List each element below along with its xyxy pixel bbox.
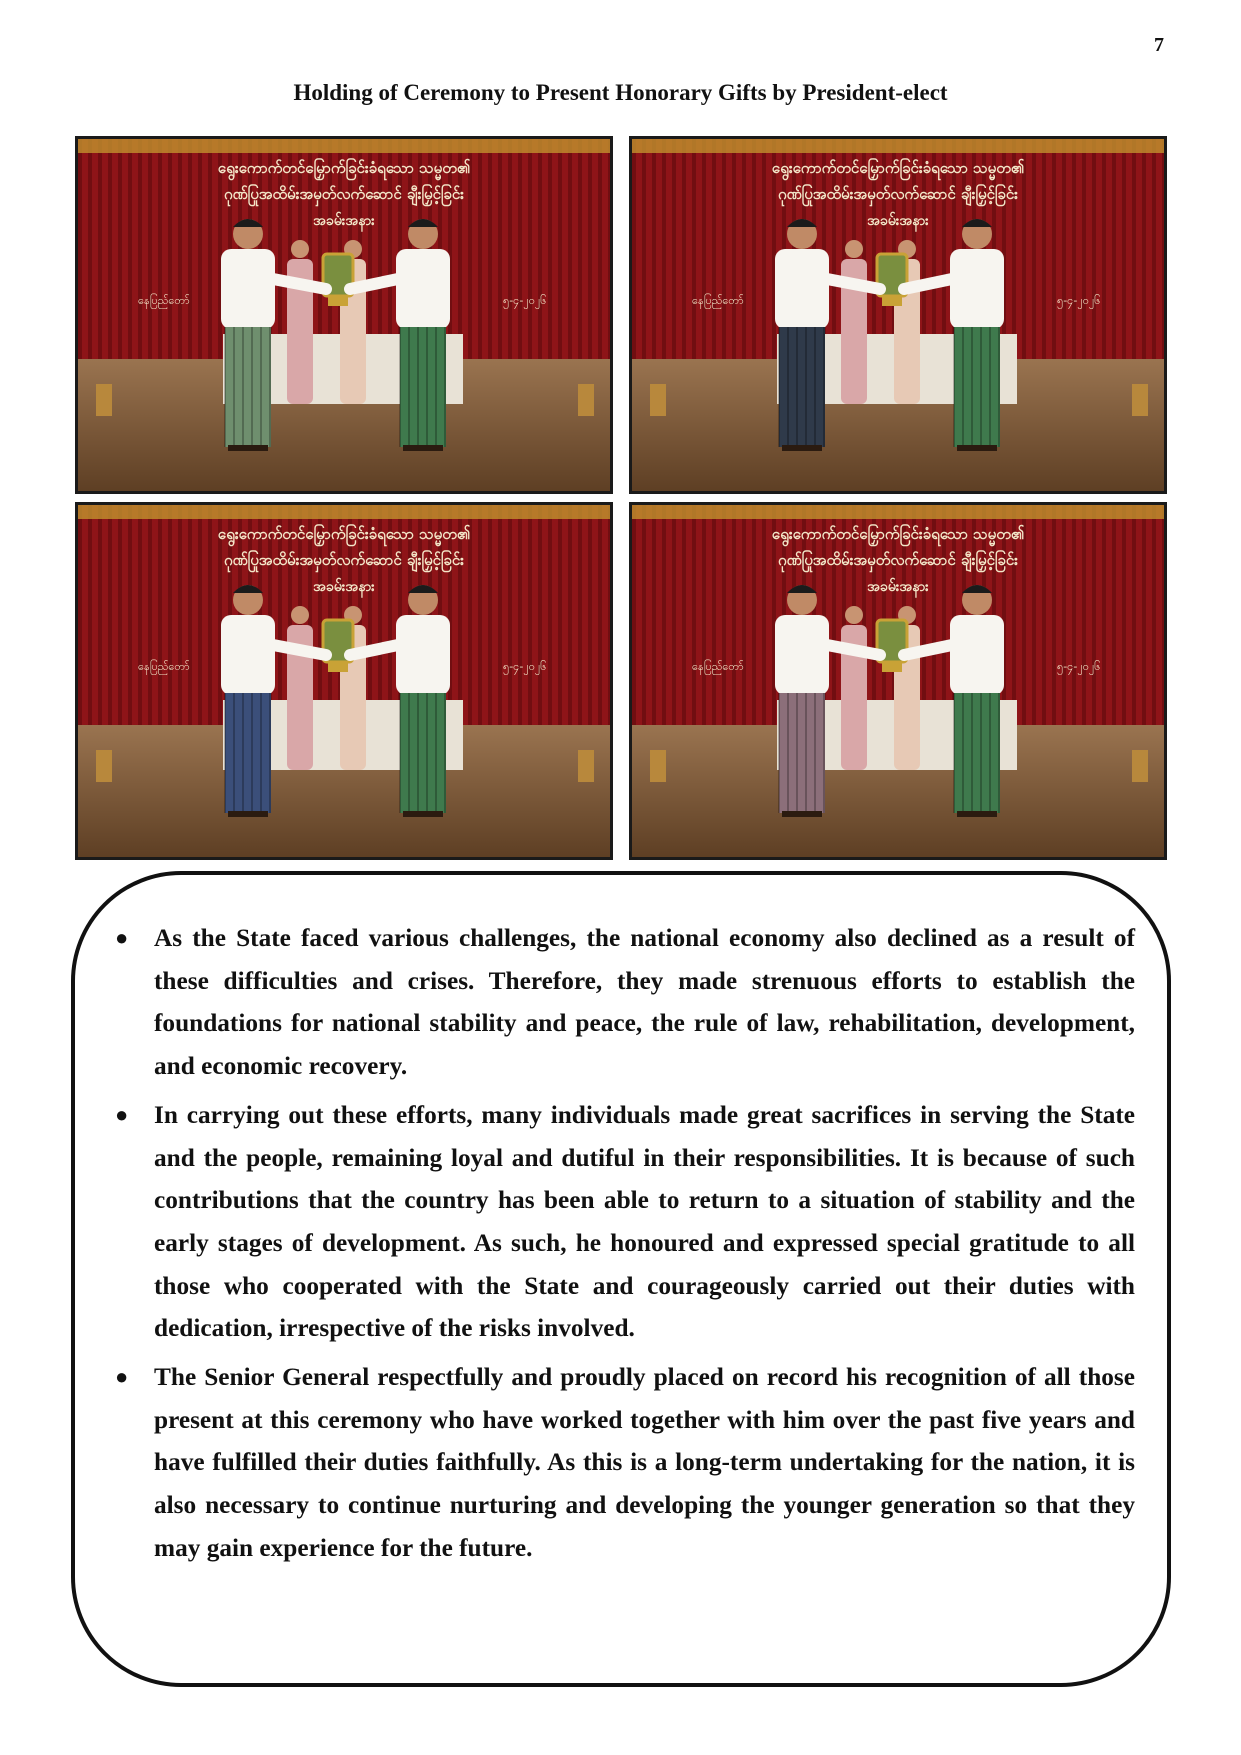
banner-place: နေပြည်တော် bbox=[138, 294, 190, 307]
banner-text: ရွေးကောက်တင်မြှောက်ခြင်းခံရသော သမ္မတ၏ bbox=[771, 159, 1025, 177]
bullet-item bbox=[115, 917, 1135, 1088]
banner-text: အခမ်းအနား bbox=[867, 579, 929, 595]
banner-date: ၅-၄-၂၀၂၆ bbox=[503, 294, 547, 307]
banner-text: ရွေးကောက်တင်မြှောက်ခြင်းခံရသော သမ္မတ၏ bbox=[771, 525, 1025, 543]
ceremony-photo-3 bbox=[75, 502, 613, 860]
bullet-text: The Senior General respectfully and proudly placed on record his recognition of all those present at this ceremony who have worked together with him over the past five years and have fulfilled their duties faithfully. As this is a long-term undertaking for the nation, it is also necessary to continue nurturing and developing the younger generation so that they may gain experience for the future. bbox=[154, 1363, 1135, 1562]
banner-text: ဂုဏ်ပြုအထိမ်းအမှတ်လက်ဆောင် ချီးမြှင့်ခြင်း bbox=[778, 185, 1018, 203]
page-title: Holding of Ceremony to Present Honorary Gifts by President-elect bbox=[293, 80, 948, 105]
banner-text: ဂုဏ်ပြုအထိမ်းအမှတ်လက်ဆောင် ချီးမြှင့်ခြင်း bbox=[224, 551, 464, 569]
bullet-item bbox=[115, 1356, 1135, 1570]
bullet-dot-icon: ● bbox=[115, 1364, 129, 1390]
banner-date: ၅-၄-၂၀၂၆ bbox=[503, 660, 547, 673]
bullet-dot-icon: ● bbox=[115, 1101, 129, 1127]
banner-place: နေပြည်တော် bbox=[692, 294, 744, 307]
banner-text: အခမ်းအနား bbox=[867, 213, 929, 229]
banner-text: ဂုဏ်ပြုအထိမ်းအမှတ်လက်ဆောင် ချီးမြှင့်ခြင်း bbox=[224, 185, 464, 203]
banner-text: ရွေးကောက်တင်မြှောက်ခြင်းခံရသော သမ္မတ၏ bbox=[217, 159, 471, 177]
ceremony-photo-4 bbox=[629, 502, 1167, 860]
banner-text: အခမ်းအနား bbox=[313, 579, 375, 595]
bullet-item bbox=[115, 1094, 1135, 1350]
banner-place: နေပြည်တော် bbox=[138, 660, 190, 673]
bullet-text: In carrying out these efforts, many individuals made great sacrifices in serving the State and the people, remaining loyal and dutiful in their responsibilities. It is because of such contributions that the country has been able to return to a situation of stability and the early stages of development. As such, he honoured and expressed special gratitude to all those who cooperated with the State and courageously carried out their duties with dedication, irrespective of the risks involved. bbox=[154, 1100, 1135, 1343]
summary-box bbox=[71, 871, 1171, 1687]
banner-place: နေပြည်တော် bbox=[692, 660, 744, 673]
banner-text: ဂုဏ်ပြုအထိမ်းအမှတ်လက်ဆောင် ချီးမြှင့်ခြင်း bbox=[778, 551, 1018, 569]
bullet-dot-icon: ● bbox=[115, 925, 129, 950]
ceremony-photo-1 bbox=[75, 136, 613, 494]
bullet-text: As the State faced various challenges, the national economy also declined as a result of these difficulties and crises. Therefore, they made strenuous efforts to establish the foundations for national stability and peace, the rule of law, rehabilitation, development, and economic recovery. bbox=[154, 924, 1135, 1081]
banner-date: ၅-၄-၂၀၂၆ bbox=[1057, 294, 1101, 307]
banner-text: အခမ်းအနား bbox=[313, 213, 375, 229]
page-number: 7 bbox=[1154, 34, 1164, 56]
banner-text: ရွေးကောက်တင်မြှောက်ခြင်းခံရသော သမ္မတ၏ bbox=[217, 525, 471, 543]
ceremony-photo-2 bbox=[629, 136, 1167, 494]
banner-date: ၅-၄-၂၀၂၆ bbox=[1057, 660, 1101, 673]
bullet-list bbox=[115, 917, 1135, 1576]
